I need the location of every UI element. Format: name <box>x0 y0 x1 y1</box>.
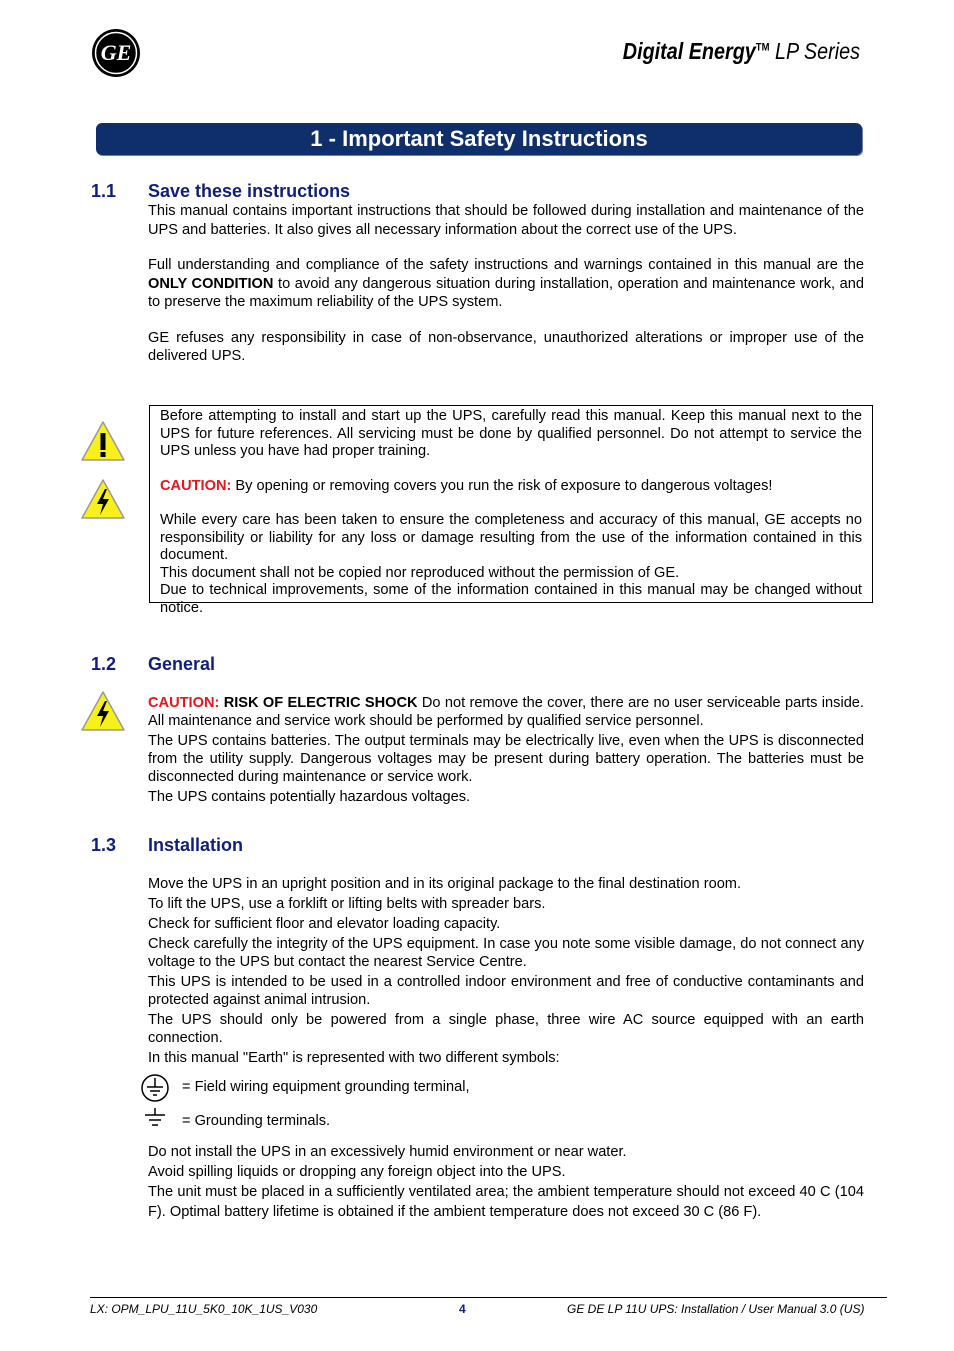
section-number: 1.1 <box>91 181 117 201</box>
page-number: 4 <box>459 1302 466 1316</box>
paragraph: The UPS contains batteries. The output terminals may be electrically live, even when the UPS is disconnected from the utility supply. Dangerous voltages may be present during battery operation. The batteries must be disconnected during maintenance or service work. <box>148 733 864 785</box>
logo-text: GE <box>100 40 132 65</box>
footer-doc-code: LX: OPM_LPU_11U_5K0_10K_1US_V030 <box>90 1302 318 1316</box>
paragraph: Due to technical improvements, some of the information contained in this manual may be changed without notice. <box>160 582 862 616</box>
safety-notice-box <box>149 405 873 616</box>
paragraph: To lift the UPS, use a forklift or lifting belts with spreader bars. <box>148 896 546 912</box>
paragraph: This UPS is intended to be used in a controlled indoor environment and free of conductive contaminants and protected against animal intrusion. <box>148 974 864 1008</box>
section-body <box>148 1142 864 1222</box>
caution-label: CAUTION: <box>148 695 220 711</box>
section-number: 1.3 <box>91 835 117 855</box>
text: By opening or removing covers you run the risk of exposure to dangerous voltages! <box>231 477 773 494</box>
brand-bold: Digital Energy <box>622 38 756 64</box>
paragraph: While every care has been taken to ensure the completeness and accuracy of this manual, GE accepts no responsibility or liability for any loss or damage resulting from the use of the information contained in this document. <box>160 512 862 563</box>
section-title: Save these instructions <box>148 181 351 201</box>
section-body <box>148 202 864 366</box>
ground-icon <box>142 1107 168 1129</box>
text: to avoid any dangerous situation during installation, operation and maintenance work, and to preserve the maximum reliability of the UPS system. <box>148 275 865 310</box>
paragraph: GE refuses any responsibility in case of non-observance, unauthorized alterations or improper use of the delivered UPS. <box>148 329 864 364</box>
ge-logo-icon <box>91 28 141 78</box>
section-body <box>148 694 864 806</box>
electric-shock-warning-icon <box>80 478 126 520</box>
symbol-description: = Grounding terminals. <box>182 1113 331 1129</box>
paragraph: This document shall not be copied nor reproduced without the permission of GE. <box>160 564 680 581</box>
section-title: General <box>148 654 216 674</box>
footer-divider <box>90 1297 887 1298</box>
paragraph <box>160 478 862 496</box>
paragraph: The UPS contains potentially hazardous voltages. <box>148 789 471 805</box>
text: Do not remove the cover, there are no user serviceable parts inside. All maintenance and service work should be performed by qualified service personnel. <box>148 695 864 729</box>
exclamation-warning-icon <box>80 420 126 462</box>
emphasis: RISK OF ELECTRIC SHOCK <box>219 695 418 711</box>
paragraph: Avoid spilling liquids or dropping any foreign object into the UPS. <box>148 1164 566 1180</box>
paragraph <box>148 256 864 312</box>
paragraph: This manual contains important instructions that should be followed during installation and maintenance of the UPS and batteries. It also gives all necessary information about the correct use of the UPS. <box>148 203 864 238</box>
emphasis: ONLY CONDITION <box>148 275 274 292</box>
section-body <box>148 875 864 1067</box>
symbol-description: = Field wiring equipment grounding terminal, <box>182 1079 470 1095</box>
paragraph: Before attempting to install and start up the UPS, carefully read this manual. Keep this manual next to the UPS for future references. All servicing must be done by qualified personnel. Do not attempt to service the UPS unless you have had proper training. <box>160 408 862 459</box>
paragraph: Do not install the UPS in an excessively humid environment or near water. <box>148 1144 627 1160</box>
section-title: Installation <box>148 835 244 855</box>
brand-tm: TM <box>755 41 770 54</box>
paragraph: The unit must be placed in a sufficiently ventilated area; the ambient temperature should not exceed 40 C (104 F). Optimal battery lifetime is obtained if the ambient temperature does not exceed 30 C (86 F). <box>148 1184 864 1220</box>
protective-earth-icon <box>140 1073 170 1103</box>
footer-manual-title: GE DE LP 11U UPS: Installation / User Manual 3.0 (US) <box>567 1302 865 1316</box>
paragraph: Check for sufficient floor and elevator loading capacity. <box>148 916 501 932</box>
caution-label: CAUTION: <box>160 477 232 494</box>
section-number: 1.2 <box>91 654 117 674</box>
paragraph: The UPS should only be powered from a single phase, three wire AC source equipped with an earth connection. <box>148 1012 864 1046</box>
paragraph: Move the UPS in an upright position and in its original package to the final destination room. <box>148 876 742 892</box>
brand-series: LP Series <box>769 38 860 64</box>
paragraph: In this manual "Earth" is represented with two different symbols: <box>148 1050 560 1066</box>
electric-shock-warning-icon <box>80 690 126 732</box>
chapter-title: 1 - Important Safety Instructions <box>96 123 862 155</box>
brand-title <box>602 38 860 65</box>
text: Full understanding and compliance of the safety instructions and warnings contained in this manual are the <box>148 257 864 273</box>
paragraph: Check carefully the integrity of the UPS equipment. In case you note some visible damage, do not connect any voltage to the UPS but contact the nearest Service Centre. <box>148 936 864 970</box>
paragraph <box>148 694 864 730</box>
